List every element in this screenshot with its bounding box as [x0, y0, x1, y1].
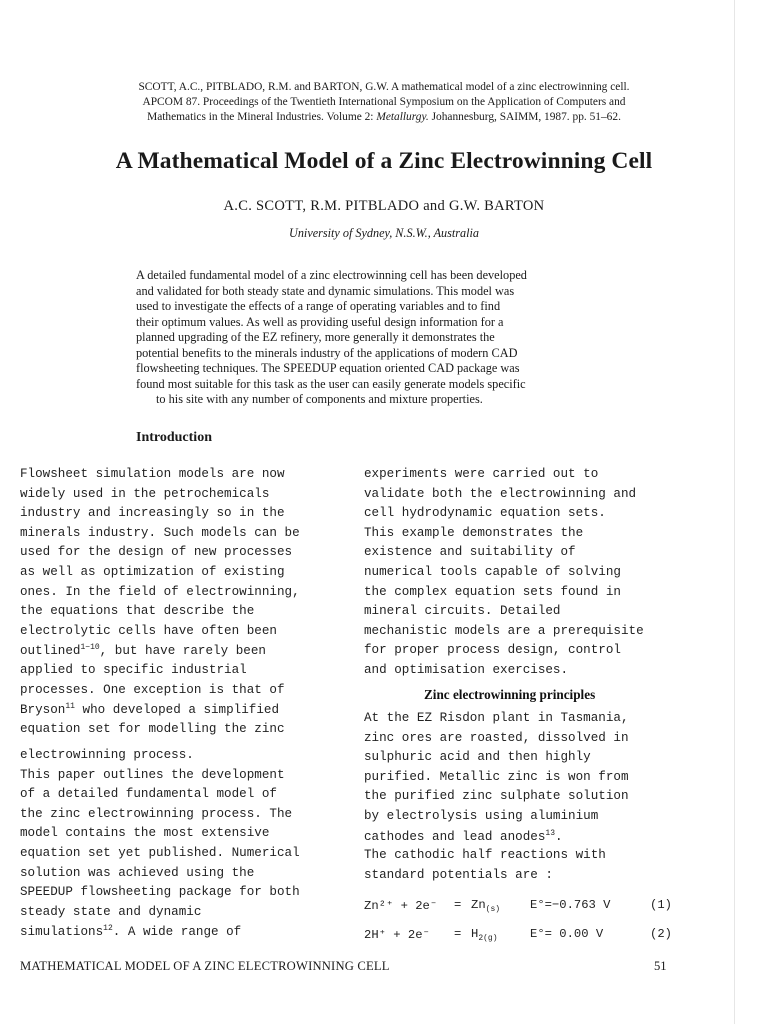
text-line: used for the design of new processes — [20, 545, 293, 560]
text-line: applied to specific industrial — [20, 663, 247, 677]
text-run: , but have rarely been — [99, 644, 266, 659]
text-line: the complex equation sets found in — [364, 584, 621, 599]
text-line — [20, 643, 266, 658]
text-line: validate both the electrowinning and — [364, 486, 637, 501]
equation-potential: E°= 0.00 V — [530, 927, 604, 941]
text-run: simulations — [20, 925, 104, 940]
text-line: electrowinning process. — [20, 748, 194, 762]
equation-potential: E°=−0.763 V — [530, 898, 611, 912]
abstract-line: potential benefits to the minerals industry of the applications of modern CAD — [136, 345, 518, 360]
page-number: 51 — [654, 959, 667, 973]
abstract-line: found most suitable for this task as the user can easily generate models specific — [136, 376, 526, 391]
citation-superscript: 11 — [65, 702, 75, 712]
citation-line-1: SCOTT, A.C., PITBLADO, R.M. and BARTON, G.W. A mathematical model of a zinc electrowinning cell. — [138, 81, 630, 93]
equation-number: (2) — [650, 927, 672, 941]
paper-title: A Mathematical Model of a Zinc Electrowinning Cell — [115, 148, 653, 174]
equation-lhs: Zn²⁺ + 2e⁻ — [364, 899, 438, 913]
citation-line-2: APCOM 87. Proceedings of the Twentieth International Symposium on the Application of Computers and — [142, 96, 626, 108]
text-run: who developed a simplified — [74, 703, 280, 718]
section-heading-introduction: Introduction — [136, 430, 212, 445]
text-run: . — [555, 829, 563, 844]
abstract-line: their optimum values. As well as providing useful design information for a — [136, 314, 504, 329]
text-run: outlined — [20, 644, 81, 659]
text-run: . A wide range of — [112, 925, 242, 940]
equation-equals: = — [454, 898, 462, 912]
abstract-line: to his site with any number of components and mixture properties. — [156, 392, 483, 406]
abstract-line: and validated for both steady state and dynamic simulations. This model was — [136, 283, 515, 298]
text-line: mineral circuits. Detailed — [364, 604, 561, 619]
text-line: numerical tools capable of solving — [364, 565, 621, 579]
text-line: of a detailed fundamental model of — [20, 787, 277, 802]
text-line: electrolytic cells have often been — [20, 623, 277, 638]
text-line: by electrolysis using aluminium — [364, 809, 599, 823]
equation-rhs-species: Zn — [471, 898, 486, 912]
text-line: solution was achieved using the — [20, 865, 255, 880]
citation-superscript: 1−10 — [80, 643, 100, 653]
text-line: experiments were carried out to — [364, 467, 599, 481]
text-line: The cathodic half reactions with — [364, 848, 606, 863]
text-line: steady state and dynamic — [20, 904, 202, 919]
text-line: Flowsheet simulation models are now — [20, 467, 285, 481]
citation-journal: Metallurgy. — [376, 111, 429, 123]
abstract — [136, 268, 646, 408]
text-line — [20, 702, 279, 717]
citation-block — [40, 80, 728, 125]
citation-superscript: 12 — [103, 924, 113, 934]
equation-equals: = — [454, 927, 462, 941]
section-heading-principles: Zinc electrowinning principles — [424, 687, 596, 702]
text-line: the zinc electrowinning process. The — [20, 806, 293, 821]
text-line — [364, 829, 563, 844]
abstract-line: A detailed fundamental model of a zinc electrowinning cell has been developed — [136, 268, 527, 282]
text-line: existence and suitability of — [364, 545, 576, 560]
text-line: mechanistic models are a prerequisite — [364, 623, 644, 638]
text-line: cell hydrodynamic equation sets. — [364, 506, 606, 521]
abstract-line: used to investigate the effects of a range of operating variables and to find — [136, 299, 501, 313]
text-line: SPEEDUP flowsheeting package for both — [20, 885, 300, 900]
text-line: This paper outlines the development — [20, 767, 285, 782]
text-line: zinc ores are roasted, dissolved in — [364, 730, 629, 745]
paper-affiliation: University of Sydney, N.S.W., Australia — [289, 226, 479, 240]
citation-line-3-prefix: Mathematics in the Mineral Industries. Volume 2: — [147, 111, 377, 123]
paper-authors: A.C. SCOTT, R.M. PITBLADO and G.W. BARTON — [223, 198, 545, 214]
abstract-line: flowsheeting techniques. The SPEEDUP equation oriented CAD package was — [136, 361, 520, 375]
equation-rhs — [471, 898, 500, 914]
text-line: the purified zinc sulphate solution — [364, 789, 629, 804]
text-line: and optimisation exercises. — [364, 663, 569, 677]
citation-line-3-suffix: Johannesburg, SAIMM, 1987. pp. 51–62. — [428, 111, 621, 123]
text-line: minerals industry. Such models can be — [20, 525, 300, 540]
text-line: industry and increasingly so in the — [20, 506, 285, 521]
text-line: equation set yet published. Numerical — [20, 846, 300, 860]
abstract-line: planned upgrading of the EZ refinery, more generally it demonstrates the — [136, 330, 495, 344]
text-line: equation set for modelling the zinc — [20, 721, 285, 736]
text-line: widely used in the petrochemicals — [20, 486, 270, 501]
text-line: the equations that describe the — [20, 604, 255, 619]
text-line: At the EZ Risdon plant in Tasmania, — [364, 711, 629, 725]
text-line: sulphuric acid and then highly — [364, 750, 591, 765]
text-line: standard potentials are : — [364, 867, 553, 882]
citation-line-3 — [40, 110, 728, 125]
page-edge-divider — [734, 0, 735, 1024]
text-line: This example demonstrates the — [364, 525, 584, 540]
text-line: as well as optimization of existing — [20, 565, 285, 579]
equation-rhs-state: (s) — [485, 905, 501, 914]
running-footer-title: MATHEMATICAL MODEL OF A ZINC ELECTROWINNING CELL — [20, 959, 390, 973]
equation-rhs — [471, 927, 498, 943]
text-run: Bryson — [20, 703, 66, 718]
text-line: ones. In the field of electrowinning, — [20, 584, 300, 599]
equation-rhs-state: 2(g) — [478, 934, 498, 943]
text-line: purified. Metallic zinc is won from — [364, 769, 629, 784]
text-run: cathodes and lead anodes — [364, 829, 546, 844]
text-line: for proper process design, control — [364, 643, 621, 658]
equation-lhs: 2H⁺ + 2e⁻ — [364, 928, 430, 942]
text-line — [20, 924, 241, 939]
equation-rhs-species: H — [471, 927, 479, 941]
equation-number: (1) — [650, 898, 672, 912]
citation-superscript: 13 — [545, 828, 555, 838]
text-line: processes. One exception is that of — [20, 682, 285, 697]
text-line: model contains the most extensive — [20, 826, 270, 841]
